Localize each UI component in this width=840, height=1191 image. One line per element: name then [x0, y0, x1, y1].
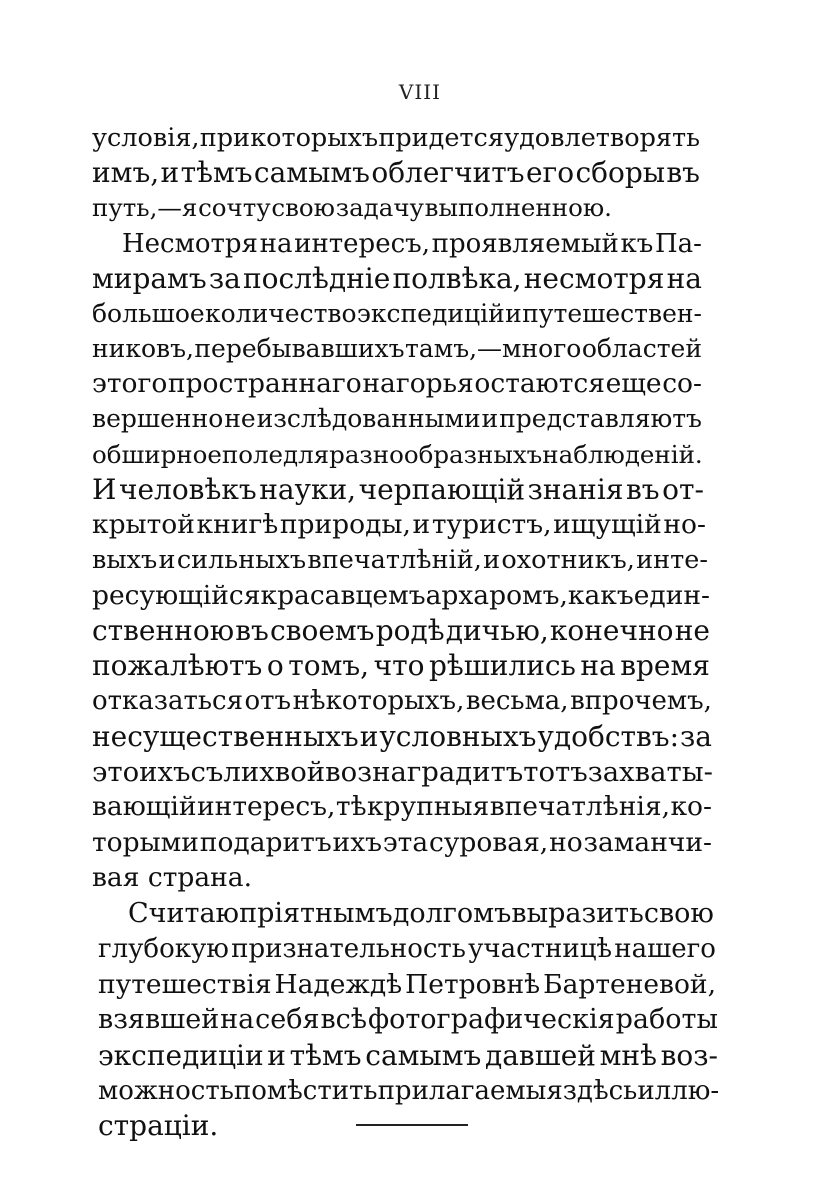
word: но-	[663, 509, 706, 540]
word: помѣстить	[233, 1076, 378, 1106]
text-line	[92, 756, 712, 788]
word: вознаградитъ	[325, 756, 524, 788]
word: къ	[620, 229, 654, 259]
word: не	[224, 404, 256, 433]
word: черпающій	[358, 473, 526, 506]
word: дичью,	[445, 614, 549, 647]
text-line	[98, 1040, 718, 1072]
word: сильныхъ	[176, 545, 307, 575]
word: пространнаго	[167, 368, 362, 399]
text-line	[98, 1075, 718, 1107]
word: изслѣдованными	[256, 404, 481, 433]
word: удовлетворять	[504, 123, 700, 153]
word: ресующійся	[92, 580, 261, 611]
word: един-	[633, 580, 710, 611]
word: его	[525, 156, 575, 189]
word: Па-	[654, 229, 702, 259]
word: интересъ,	[197, 791, 336, 822]
word: это	[92, 756, 140, 788]
word: но	[549, 827, 583, 858]
word: отъ	[244, 686, 292, 716]
word: знанія	[527, 473, 624, 506]
word: весьма,	[465, 686, 569, 716]
word: вершенно	[92, 404, 224, 433]
word: Бартеневой,	[543, 969, 716, 1000]
word: впрочемъ,	[570, 686, 712, 716]
word: свою	[271, 193, 336, 222]
text-line	[92, 544, 708, 576]
word: мирамъ	[92, 262, 207, 295]
word: выполненною.	[424, 193, 612, 222]
word: тѣмъ	[289, 1039, 362, 1072]
word: которыхъ	[250, 123, 379, 153]
word: условія,	[92, 123, 200, 153]
text-line	[92, 192, 612, 224]
word: ищущій	[553, 509, 662, 540]
word: о	[266, 649, 284, 682]
word: и	[160, 156, 180, 189]
word: И	[92, 473, 117, 506]
word: экспедицій	[356, 299, 505, 328]
word: тѣ	[335, 791, 367, 822]
word: этого	[92, 368, 168, 399]
word: проявляемый	[431, 229, 619, 259]
word: человѣкъ	[118, 473, 257, 506]
word: и	[481, 404, 499, 433]
word: путешествен-	[522, 299, 702, 328]
word: торыми	[92, 827, 199, 858]
word: выхъ	[92, 545, 158, 575]
word: крупныя	[366, 791, 490, 822]
word: за	[680, 720, 712, 753]
word: вающій	[92, 791, 197, 822]
word: послѣдніе	[243, 262, 391, 295]
word: подаритъ	[199, 827, 332, 858]
word: нагорья	[362, 368, 474, 399]
word: и	[483, 545, 501, 575]
word: глубокую	[98, 934, 229, 964]
word: воз-	[660, 1039, 718, 1072]
word: и	[267, 1039, 286, 1072]
word: крытой	[92, 509, 195, 540]
word: не	[674, 614, 710, 647]
word: и	[412, 509, 431, 540]
word: науки,	[259, 473, 357, 506]
word: заманчи-	[583, 827, 712, 858]
text-line	[92, 368, 702, 400]
word: путешествія	[98, 969, 272, 1000]
text-line	[92, 650, 710, 682]
word: несущественныхъ	[92, 720, 359, 753]
word: интересъ,	[294, 229, 430, 259]
word: охотникъ,	[501, 545, 635, 575]
word: при	[199, 123, 251, 153]
text-line	[92, 333, 702, 365]
text-line	[92, 685, 712, 717]
word: остаются	[474, 368, 605, 399]
word: ихъ	[139, 756, 191, 788]
word: здѣсь	[562, 1076, 638, 1106]
word: въ	[235, 614, 269, 647]
word: рѣшились	[428, 649, 576, 682]
text-line	[92, 509, 706, 541]
word: впечатлѣній,	[307, 545, 482, 575]
word: удобствъ:	[537, 720, 680, 753]
word: тамъ,—много	[405, 334, 582, 363]
word: ко-	[670, 791, 712, 822]
word: со-	[662, 368, 702, 399]
word: еще	[605, 368, 662, 399]
text-line	[92, 157, 700, 189]
word: книгѣ	[196, 509, 279, 540]
word: признательность	[231, 934, 466, 964]
text-line	[92, 403, 702, 435]
word: за	[208, 262, 241, 295]
word: долгомъ	[392, 898, 512, 929]
word: Считаю	[128, 898, 240, 929]
word: томъ,	[288, 649, 370, 682]
word: Несмотря	[122, 229, 258, 259]
word: задачу	[335, 193, 424, 222]
text-line: страціи.	[98, 1109, 219, 1142]
word: красавцемъ	[260, 580, 426, 611]
word: суровая,	[429, 827, 549, 858]
word: придется	[378, 123, 504, 153]
word: сочту	[198, 193, 271, 222]
word: Петровнѣ	[405, 969, 541, 1000]
text-line	[128, 898, 714, 930]
text-line: вая страна.	[92, 862, 253, 893]
word: своемъ	[270, 614, 375, 647]
word: пріятнымъ	[239, 898, 393, 929]
end-rule	[356, 1124, 468, 1126]
word: экспедиціи	[98, 1039, 264, 1072]
word: свою	[643, 898, 714, 929]
word: перебывавшихъ	[194, 334, 405, 363]
word: ственною	[92, 614, 235, 647]
word: прилагаемыя	[377, 1076, 563, 1106]
text-line	[92, 298, 702, 330]
word: съ	[190, 756, 224, 788]
word: инте-	[636, 545, 708, 575]
word: нѣкоторыхъ,	[292, 686, 465, 716]
word: и	[359, 720, 379, 753]
word: условныхъ	[379, 720, 537, 753]
word: наблюденій.	[542, 440, 703, 469]
word: представляютъ	[499, 404, 702, 433]
text-line	[92, 827, 712, 859]
word: никовъ,	[92, 334, 194, 363]
word: выразить	[511, 898, 644, 929]
word: себя	[255, 1004, 320, 1035]
word: на	[220, 1004, 255, 1035]
word: туристъ,	[431, 509, 552, 540]
word: впечатлѣнія,	[489, 791, 671, 822]
text-line	[98, 1004, 718, 1036]
word: взявшей	[98, 1004, 220, 1035]
word: работы	[615, 1004, 718, 1035]
word: отказаться	[92, 686, 243, 716]
word: на	[666, 262, 702, 295]
word: нашего	[614, 934, 716, 964]
word: обширное	[92, 440, 222, 469]
word: лихвой	[223, 756, 326, 788]
word: время	[620, 649, 710, 682]
word: какъ	[567, 580, 634, 611]
word: въ	[626, 473, 660, 506]
word: и	[505, 299, 522, 328]
word: областей	[581, 334, 702, 363]
word: полвѣка,	[392, 262, 522, 295]
word: захваты-	[587, 756, 713, 788]
word: путь,—я	[92, 193, 198, 222]
text-line	[92, 122, 700, 154]
word: мнѣ	[599, 1039, 657, 1072]
word: Надеждѣ	[274, 969, 403, 1000]
word: количество	[205, 299, 357, 328]
text-line	[98, 933, 716, 965]
word: участницѣ	[468, 934, 613, 964]
word: фотографическія	[367, 1004, 615, 1035]
text-line	[92, 474, 704, 506]
text-line	[92, 721, 712, 753]
word: эта	[382, 827, 429, 858]
word: облегчитъ	[371, 156, 525, 189]
page-number: VIII	[398, 80, 442, 104]
word: от-	[662, 473, 704, 506]
word: въ	[666, 156, 700, 189]
text-line	[92, 791, 712, 823]
text-line	[92, 580, 710, 612]
word: пожалѣютъ	[92, 649, 263, 682]
word: конечно	[549, 614, 674, 647]
word: тотъ	[523, 756, 588, 788]
text-line	[92, 263, 702, 295]
word: поле	[221, 440, 284, 469]
word: и	[158, 545, 176, 575]
word: давшей	[485, 1039, 596, 1072]
word: можность	[98, 1076, 234, 1106]
word: на	[580, 649, 616, 682]
word: имъ,	[92, 156, 160, 189]
word: что	[373, 649, 425, 682]
word: самымъ	[365, 1039, 482, 1072]
word: разнообразныхъ	[329, 440, 543, 469]
word: родѣ	[375, 614, 445, 647]
word: сборы	[575, 156, 666, 189]
text-line	[122, 228, 702, 260]
word: архаромъ,	[425, 580, 568, 611]
word: для	[283, 440, 330, 469]
word: большое	[92, 299, 205, 328]
word: на	[259, 229, 293, 259]
text-line	[98, 969, 716, 1001]
word: ихъ	[332, 827, 382, 858]
word: самымъ	[253, 156, 370, 189]
word: природы,	[279, 509, 411, 540]
word: иллю-	[637, 1076, 720, 1106]
word: несмотря	[523, 262, 665, 295]
text-line	[92, 439, 702, 471]
text-line	[92, 615, 710, 647]
word: всѣ	[320, 1004, 368, 1035]
word: тѣмъ	[180, 156, 253, 189]
